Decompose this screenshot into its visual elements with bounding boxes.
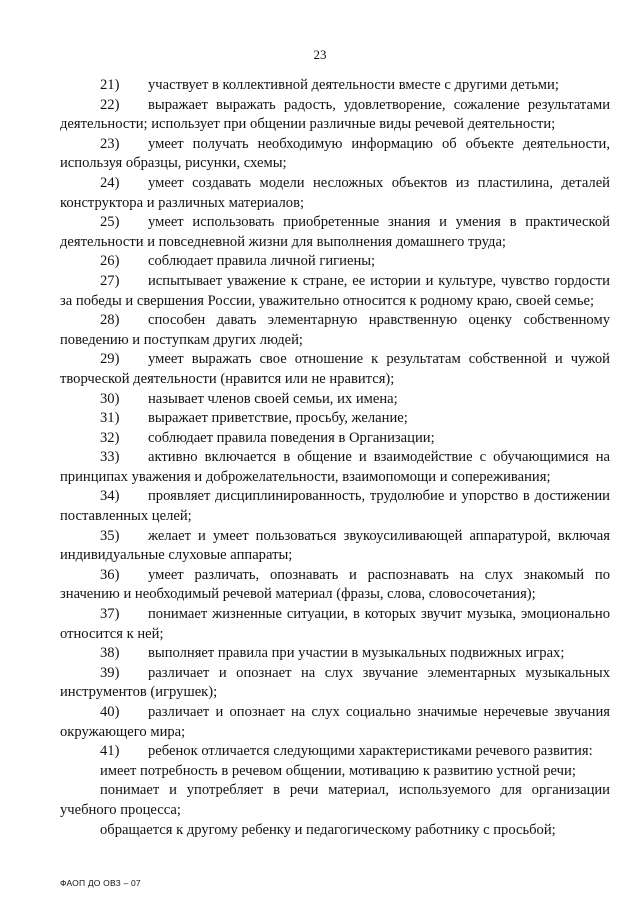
item-number: 34) <box>100 488 120 505</box>
sub-item: обращается к другому ребенку и педагогическому работнику с просьбой; <box>100 821 556 838</box>
item-number: 36) <box>100 566 120 583</box>
item-text: понимает жизненные ситуации, в которых звучит музыка, эмоционально относится к ней; <box>60 606 610 642</box>
list-item <box>60 390 610 410</box>
list-item <box>60 76 610 96</box>
sub-item: понимает и употребляет в речи материал, используемого для организации учебного процесса; <box>60 782 610 818</box>
item-number: 39) <box>100 664 120 681</box>
item-text: умеет получать необходимую информацию об объекте деятельности, используя образцы, рисунки, схемы; <box>60 135 610 172</box>
item-number: 38) <box>100 645 120 662</box>
item-text: проявляет дисциплинированность, трудолюбие и упорство в достижении поставленных целей; <box>60 488 610 525</box>
item-text: способен давать элементарную нравственную оценку собственному поведению и поступкам других людей; <box>60 312 610 348</box>
list-item <box>60 272 610 311</box>
item-number: 41) <box>100 743 120 760</box>
item-number: 26) <box>100 253 120 270</box>
list-item <box>60 742 610 762</box>
item-text: соблюдает правила поведения в Организации; <box>148 429 435 446</box>
list-item <box>60 527 610 566</box>
item-text: соблюдает правила личной гигиены; <box>148 253 376 270</box>
item-text: называет членов своей семьи, их имена; <box>148 390 398 407</box>
item-number: 28) <box>100 312 120 329</box>
list-item <box>60 135 610 174</box>
list-item <box>60 703 610 742</box>
document-body <box>60 76 610 840</box>
item-number: 27) <box>100 272 120 289</box>
document-code-footer: ФАОП ДО ОВЗ – 07 <box>60 878 141 888</box>
item-number: 23) <box>100 135 120 152</box>
item-text: умеет создавать модели несложных объектов из пластилина, деталей конструктора и различных материалов; <box>60 174 610 211</box>
list-item <box>60 429 610 449</box>
item-text: желает и умеет пользоваться звукоусиливающей аппаратурой, включая индивидуальные слуховые аппараты; <box>60 527 610 564</box>
list-item <box>60 96 610 135</box>
list-item <box>60 174 610 213</box>
item-number: 33) <box>100 449 120 466</box>
item-number: 25) <box>100 214 120 231</box>
list-item <box>60 448 610 487</box>
item-number: 32) <box>100 429 120 446</box>
item-text: активно включается в общение и взаимодействие с обучающимися на принципах уважения и доброжелательности, взаимопомощи и сопереживания; <box>60 449 610 485</box>
item-text: умеет различать, опознавать и распознавать на слух знакомый по значению и необходимый речевой материал (фразы, слова, словосочетания); <box>60 566 610 603</box>
list-item <box>60 566 610 605</box>
item-number: 37) <box>100 606 120 623</box>
item-number: 24) <box>100 174 120 191</box>
list-item <box>60 487 610 526</box>
list-item <box>60 311 610 350</box>
list-item <box>60 644 610 664</box>
list-item <box>60 252 610 272</box>
item-number: 31) <box>100 410 120 427</box>
list-item <box>60 213 610 252</box>
list-item <box>60 409 610 429</box>
item-number: 21) <box>100 77 120 93</box>
list-item <box>60 350 610 389</box>
item-text: участвует в коллективной деятельности вместе с другими детьми; <box>148 77 559 93</box>
list-item <box>60 664 610 703</box>
item-number: 22) <box>100 96 120 113</box>
page-number: 23 <box>313 47 327 62</box>
item-text: умеет использовать приобретенные знания и умения в практической деятельности и повседневной жизни для выполнения домашнего труда; <box>60 214 610 250</box>
item-text: различает и опознает на слух звучание элементарных музыкальных инструментов (игрушек); <box>60 664 610 701</box>
item-text: различает и опознает на слух социально значимые неречевые звучания окружающего мира; <box>60 704 610 740</box>
item-text: выражает приветствие, просьбу, желание; <box>148 410 408 427</box>
item-text: выражает выражать радость, удовлетворение, сожаление результатами деятельности; использует при общении различные виды речевой деятельности; <box>60 96 610 133</box>
sub-item: имеет потребность в речевом общении, мотивацию к развитию устной речи; <box>100 762 576 779</box>
list-item <box>60 605 610 644</box>
item-text: ребенок отличается следующими характеристиками речевого развития: <box>148 743 593 760</box>
item-text: испытывает уважение к стране, ее истории и культуре, чувство гордости за победы и свершения России, уважительно относится к родному краю, своей семье; <box>60 272 610 309</box>
item-number: 40) <box>100 704 120 720</box>
item-text: выполняет правила при участии в музыкальных подвижных играх; <box>148 645 565 662</box>
item-number: 29) <box>100 351 120 368</box>
item-number: 30) <box>100 390 120 407</box>
item-number: 35) <box>100 527 120 544</box>
item-text: умеет выражать свое отношение к результатам собственной и чужой творческой деятельности (нравится или не нравится); <box>60 351 610 387</box>
